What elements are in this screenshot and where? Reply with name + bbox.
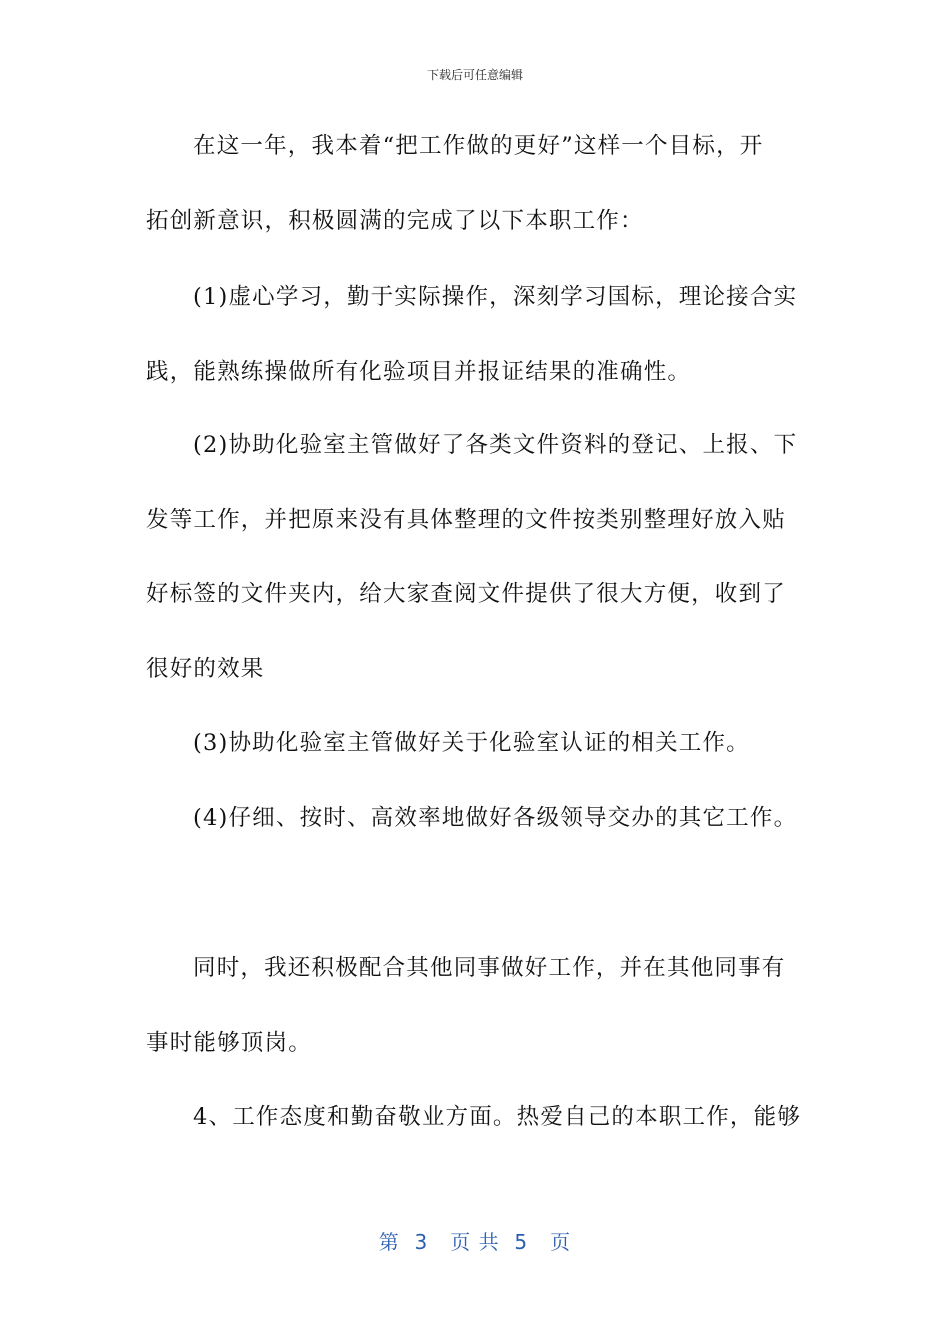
paragraph-line: 事时能够顶岗。 xyxy=(146,1030,312,1056)
paragraph-line: (2)协助化验室主管做好了各类文件资料的登记、上报、下 xyxy=(193,432,798,458)
paragraph-line: (3)协助化验室主管做好关于化验室认证的相关工作。 xyxy=(193,730,750,756)
paragraph-line: 同时，我还积极配合其他同事做好工作，并在其他同事有 xyxy=(193,955,786,981)
paragraph-line: 践，能熟练操做所有化验项目并报证结果的准确性。 xyxy=(146,359,692,385)
paragraph-line: 很好的效果 xyxy=(146,656,265,682)
paragraph-line: (4)仔细、按时、高效率地做好各级领导交办的其它工作。 xyxy=(193,805,798,831)
paragraph-line: 4、工作态度和勤奋敬业方面。热爱自己的本职工作，能够 xyxy=(193,1104,802,1130)
page-footer: 第 3 页 共 5 页 xyxy=(378,1230,572,1254)
paragraph-line: 发等工作，并把原来没有具体整理的文件按类别整理好放入贴 xyxy=(146,507,786,533)
paragraph-line: (1)虚心学习，勤于实际操作，深刻学习国标，理论接合实 xyxy=(193,284,798,310)
paragraph-line: 拓创新意识，积极圆满的完成了以下本职工作： xyxy=(146,208,644,234)
paragraph-line: 好标签的文件夹内，给大家查阅文件提供了很大方便，收到了 xyxy=(146,581,786,607)
page-header: 下载后可任意编辑 xyxy=(426,68,523,82)
paragraph-line: 在这一年，我本着“把工作做的更好”这样一个目标，开 xyxy=(193,133,764,159)
